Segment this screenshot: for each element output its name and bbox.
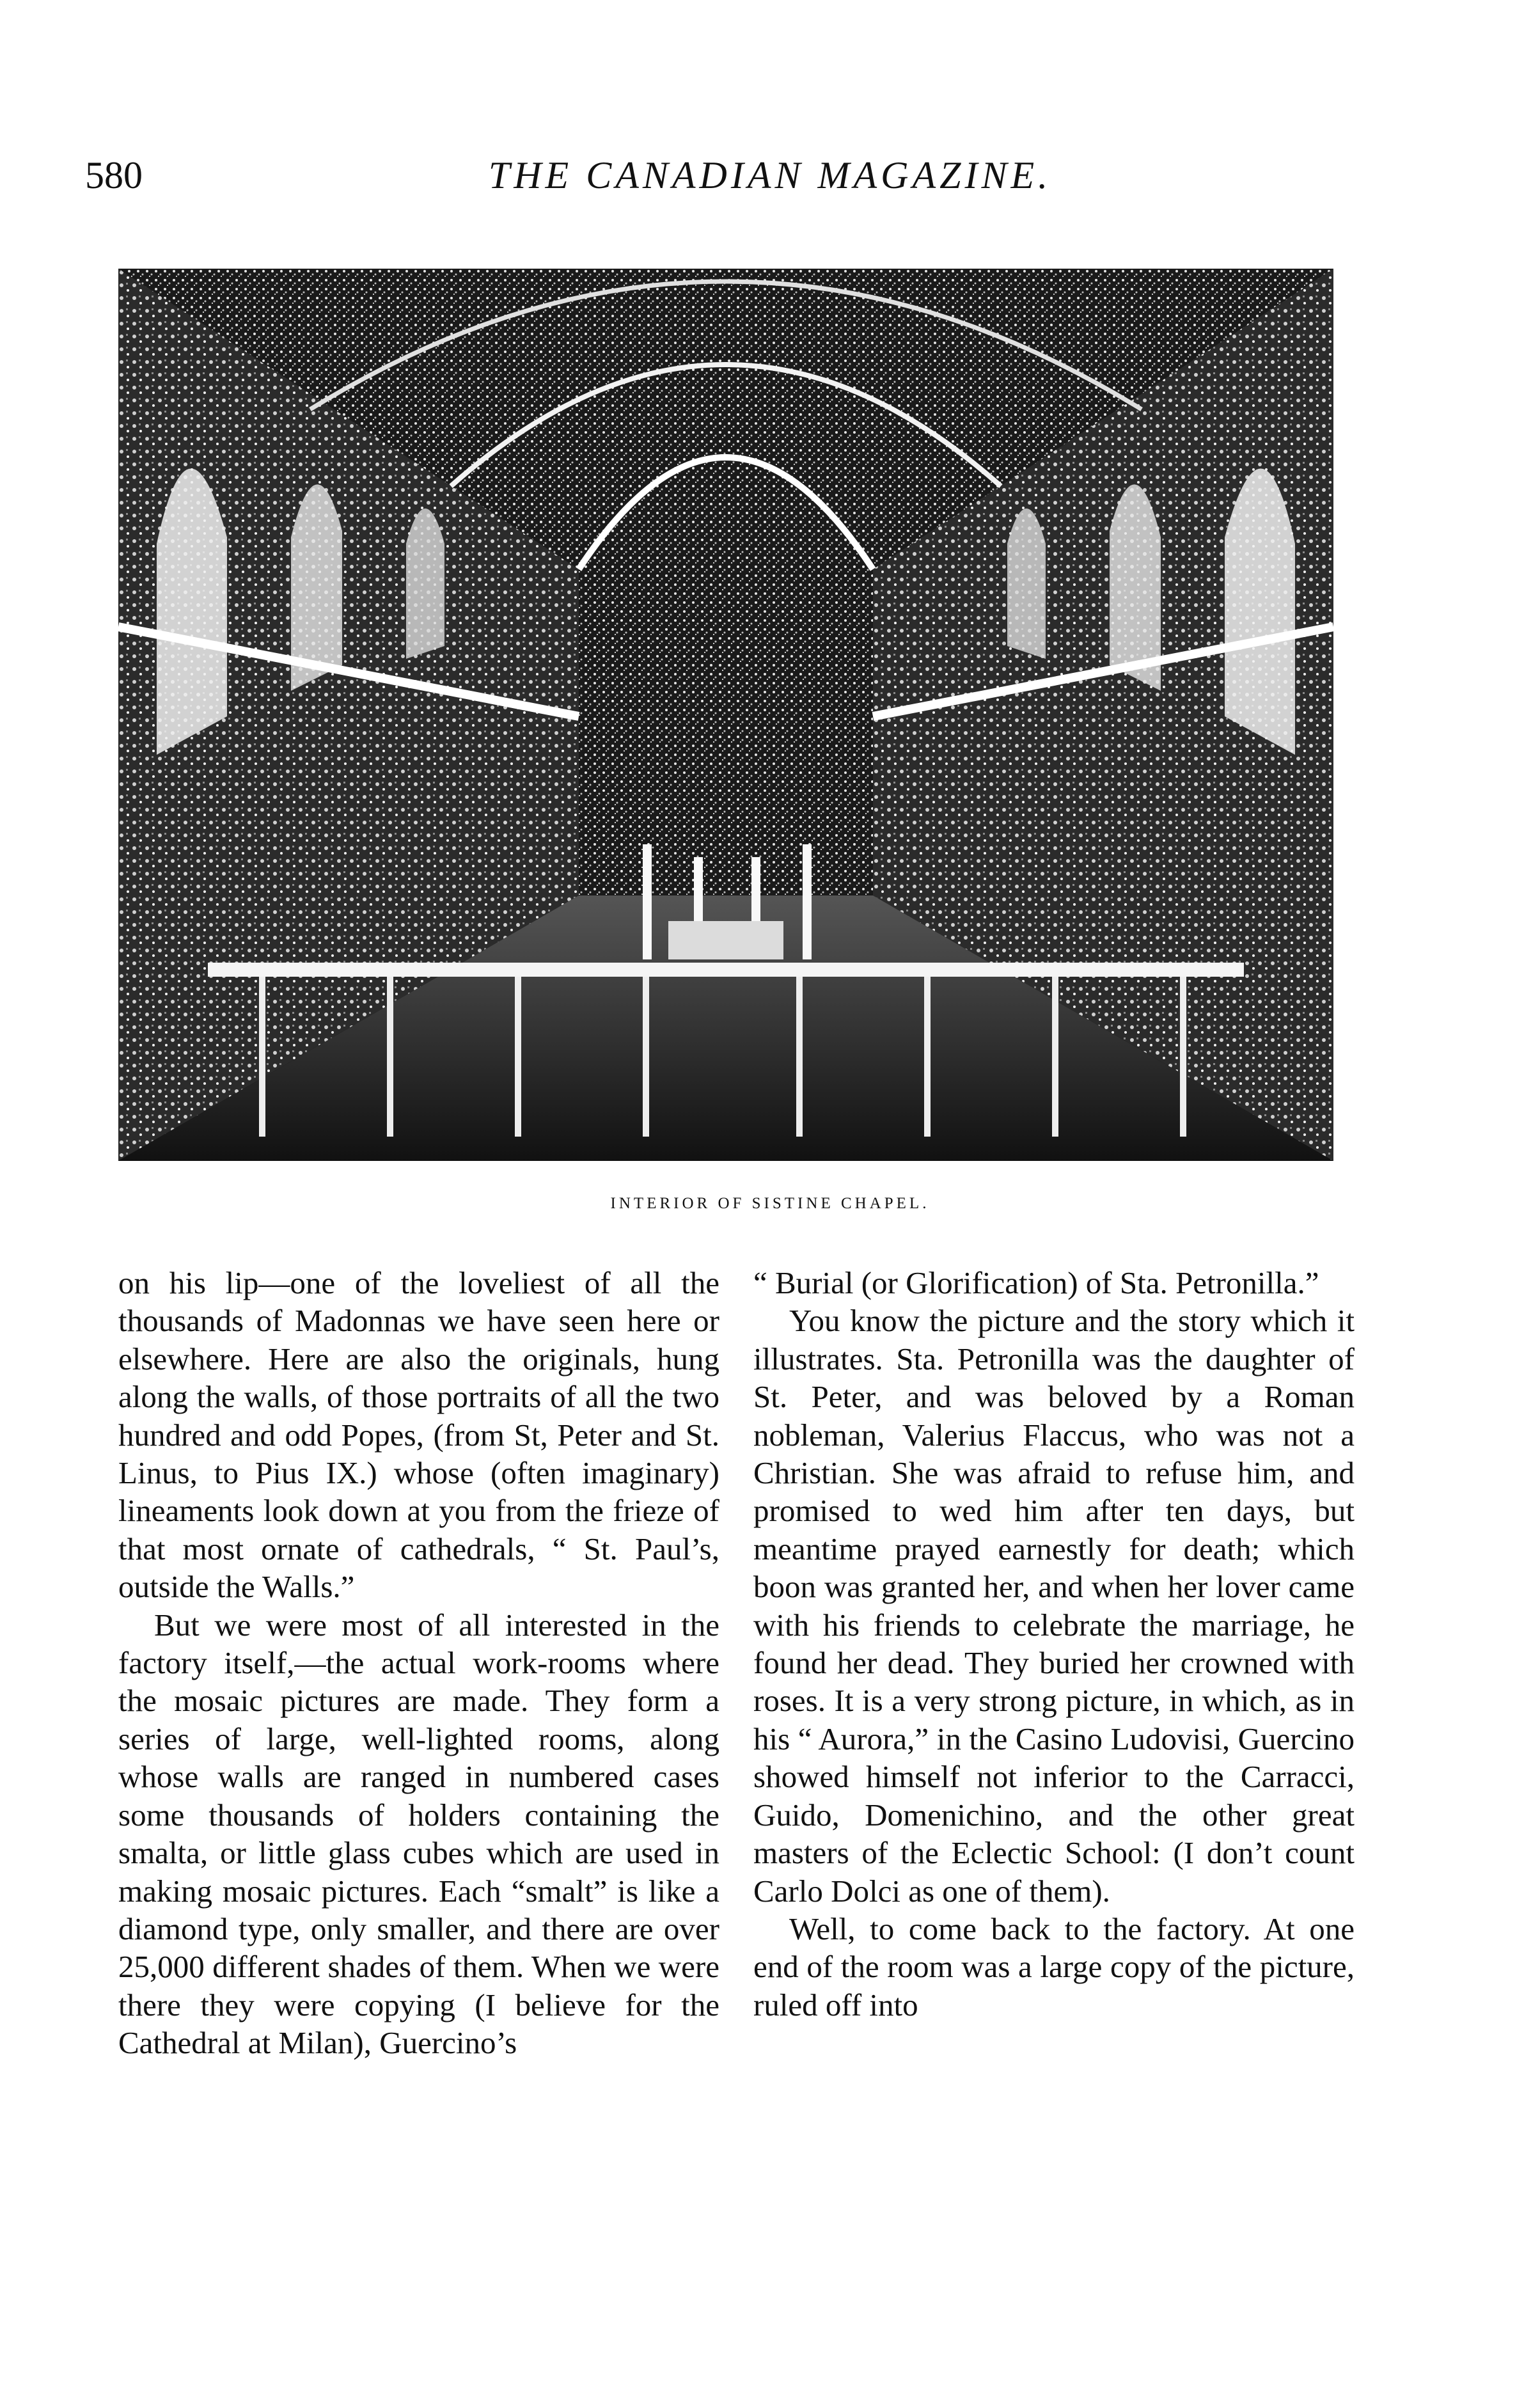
right-paragraph-3: Well, to come back to the factory. At one end of the room was a large copy of the picture, ruled off into [753, 1911, 1355, 2023]
left-paragraph-1: on his lip—one of the loveliest of all the thousands of Madonnas we have seen here or elsewhere. Here are also the originals, hung along the walls, of those portraits of all the two hundred and odd Popes, (from St, Peter and St. Linus, to Pius IX.) whose (often imaginary) lineaments look down at you from the frieze of that most ornate of cathedrals, “ St. Paul’s, outside the Walls.” [118, 1265, 719, 1605]
figure-caption: INTERIOR OF SISTINE CHAPEL. [610, 1195, 930, 1212]
running-title: THE CANADIAN MAGAZINE. [488, 154, 1052, 196]
right-paragraph-2: You know the picture and the story which it illustrates. Sta. Petronilla was the daughter of St. Peter, and was beloved by a Roman nobleman, Valerius Flaccus, who was not a Christian. She was afraid to refuse him, and promised to wed him after ten days, but meantime prayed earnestly for death; which boon was granted her, and when her lover came with his friends to celebrate the marriage, he found her dead. They buried her crowned with roses. It is a very strong picture, in which, as in his “ Aurora,” in the Casino Ludovisi, Guercino showed himself not inferior to the Carracci, Guido, Domenichino, and the other great masters of the Eclectic School: (I don’t count Carlo Dolci as one of them). [753, 1303, 1355, 1909]
left-paragraph-2: But we were most of all interested in the factory itself,—the actual work-rooms where the mosaic pictures are made. They form a series of large, well-lighted rooms, along whose walls are ranged in numbered cases some thousands of holders containing the smalta, or little glass cubes which are used in making mosaic pictures. Each “smalt” is like a diamond type, only smaller, and there are over 25,000 different shades of them. When we were there they were copying (I believe for the Cathedral at Milan), Guercino’s [118, 1607, 719, 2061]
page-number: 580 [85, 154, 143, 196]
chapel-photograph [118, 269, 1333, 1161]
right-paragraph-1: “ Burial (or Glorification) of Sta. Petronilla.” [753, 1265, 1319, 1300]
right-column [753, 1264, 1355, 2024]
left-column [118, 1264, 719, 2062]
